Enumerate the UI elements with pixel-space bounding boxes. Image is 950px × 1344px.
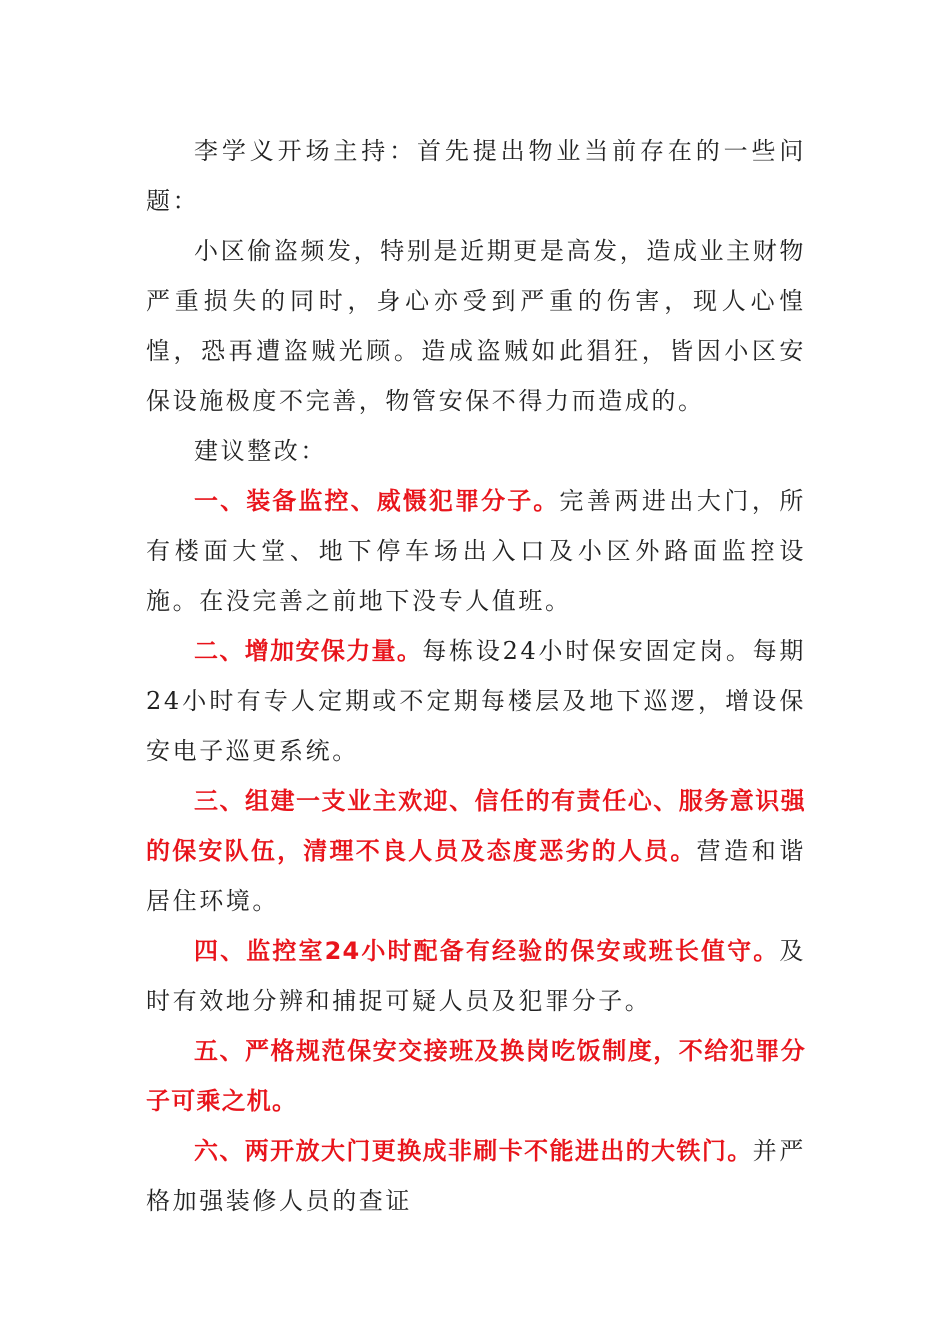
suggestion-item-1 <box>146 476 806 626</box>
suggestion-heading: 建议整改： <box>194 437 327 465</box>
problem-paragraph: 小区偷盗频发，特别是近期更是高发，造成业主财物严重损失的同时，身心亦受到严重的伤害，现人心惶惶，恐再遭盗贼光顾。造成盗贼如此猖狂，皆因小区安保设施极度不完善，物管安保不得力而造成的。 <box>146 237 806 415</box>
suggestion-item-5 <box>146 1026 806 1126</box>
suggestion-item-1-text: 完善两进出大门，所有楼面大堂、地下停车场出入口及小区外路面监控设施。在没完善之前地下没专人值班。 <box>146 487 806 615</box>
suggestion-item-3-text: 营造和谐居住环境。 <box>146 837 806 915</box>
suggestion-item-2-text: 每栋设24小时保安固定岗。每期24小时有专人定期或不定期每楼层及地下巡逻，增设保安电子巡更系统。 <box>146 637 806 765</box>
suggestion-item-1-highlight: 一、装备监控、威慑犯罪分子。 <box>194 487 560 515</box>
suggestion-item-3-highlight: 三、组建一支业主欢迎、信任的有责任心、服务意识强的保安队伍，清理不良人员及态度恶劣的人员。 <box>146 787 806 865</box>
suggestion-item-3 <box>146 776 806 926</box>
document-body <box>146 126 806 1226</box>
suggestion-item-4 <box>146 926 806 1026</box>
suggestion-item-6 <box>146 1126 806 1226</box>
suggestion-item-6-highlight: 六、两开放大门更换成非刷卡不能进出的大铁门。 <box>194 1137 753 1165</box>
suggestion-item-4-highlight: 四、监控室24小时配备有经验的保安或班长值守。 <box>194 937 780 965</box>
suggestion-item-4-text: 及时有效地分辨和捕捉可疑人员及犯罪分子。 <box>146 937 806 1015</box>
suggestion-item-6-text: 并严格加强装修人员的查证 <box>146 1137 807 1215</box>
suggestion-item-2-highlight: 二、增加安保力量。 <box>194 637 423 665</box>
suggestion-item-2 <box>146 626 806 776</box>
opening-paragraph: 李学义开场主持：首先提出物业当前存在的一些问题： <box>146 137 806 215</box>
suggestion-item-5-highlight: 五、严格规范保安交接班及换岗吃饭制度，不给犯罪分子可乘之机。 <box>146 1037 806 1115</box>
